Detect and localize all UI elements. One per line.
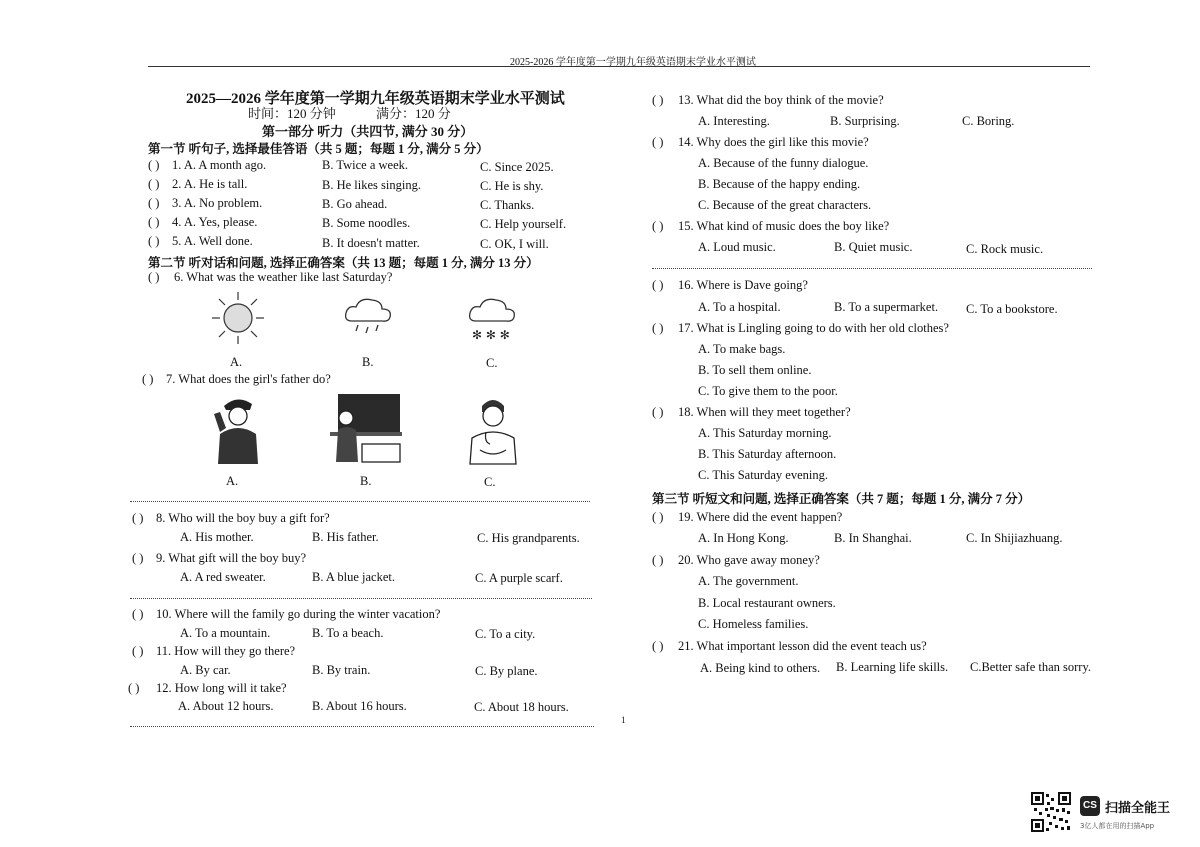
- q6-label-a: A.: [230, 355, 243, 369]
- answer-blank[interactable]: ( ): [148, 196, 160, 210]
- answer-blank[interactable]: ( ): [652, 93, 664, 107]
- q10-option-c: C. To a city.: [475, 627, 536, 641]
- q7-label-c: C.: [484, 475, 496, 489]
- q6-label-c: C.: [486, 356, 498, 370]
- question-1-c: C. Since 2025.: [480, 160, 554, 174]
- question-14: 14. Why does the girl like this movie?: [678, 135, 869, 149]
- q21-option-b: B. Learning life skills.: [836, 660, 949, 674]
- answer-blank[interactable]: ( ): [132, 644, 144, 658]
- q7-label-b: B.: [360, 474, 372, 488]
- svg-text:✻ ✻ ✻: ✻ ✻ ✻: [472, 328, 510, 342]
- q16-option-a: A. To a hospital.: [698, 300, 781, 314]
- section2-heading: 第二节 听对话和问题, 选择正确答案（共 13 题；每题 1 分, 满分 13 分）: [148, 256, 539, 270]
- q13-option-c: C. Boring.: [962, 114, 1015, 128]
- q20-option-b: B. Local restaurant owners.: [698, 596, 836, 610]
- police-officer-icon: [212, 392, 262, 466]
- question-18: 18. When will they meet together?: [678, 405, 851, 419]
- teacher-icon: [328, 392, 402, 466]
- q8-option-b: B. His father.: [312, 530, 379, 544]
- question-17: 17. What is Lingling going to do with her old clothes?: [678, 321, 949, 335]
- question-5-b: B. It doesn't matter.: [322, 236, 420, 250]
- answer-blank[interactable]: ( ): [132, 607, 144, 621]
- scanner-tagline: 3亿人都在用的扫描App: [1080, 822, 1155, 830]
- answer-blank[interactable]: ( ): [652, 321, 664, 335]
- part-heading: 第一部分 听力（共四节, 满分 30 分）: [262, 124, 474, 139]
- q14-option-c: C. Because of the great characters.: [698, 198, 872, 212]
- q11-option-a: A. By car.: [180, 663, 231, 677]
- answer-blank[interactable]: ( ): [652, 278, 664, 292]
- divider: [130, 598, 592, 599]
- header-rule: [148, 66, 1090, 67]
- question-8: 8. Who will the boy buy a gift for?: [156, 511, 330, 525]
- q7-label-a: A.: [226, 474, 239, 488]
- camscanner-logo: CS: [1080, 796, 1100, 816]
- answer-blank[interactable]: ( ): [652, 405, 664, 419]
- sunny-icon: [210, 290, 266, 346]
- answer-blank[interactable]: ( ): [652, 219, 664, 233]
- q14-option-b: B. Because of the happy ending.: [698, 177, 861, 191]
- answer-blank[interactable]: ( ): [128, 681, 140, 695]
- question-3-c: C. Thanks.: [480, 198, 535, 212]
- question-9: 9. What gift will the boy buy?: [156, 551, 307, 565]
- question-13: 13. What did the boy think of the movie?: [678, 93, 884, 107]
- question-10: 10. Where will the family go during the winter vacation?: [156, 607, 441, 621]
- rainy-icon: [342, 295, 394, 341]
- q16-option-b: B. To a supermarket.: [834, 300, 939, 314]
- section1-heading: 第一节 听句子, 选择最佳答语（共 5 题；每题 1 分, 满分 5 分）: [148, 142, 489, 156]
- answer-blank[interactable]: ( ): [148, 270, 160, 284]
- divider: [652, 268, 1092, 269]
- snowy-icon: [466, 295, 518, 343]
- q9-option-c: C. A purple scarf.: [475, 571, 563, 585]
- q21-option-c: C.Better safe than sorry.: [970, 660, 1092, 674]
- question-7: 7. What does the girl's father do?: [166, 372, 331, 386]
- q15-option-b: B. Quiet music.: [834, 240, 913, 254]
- exam-score: 满分：120 分: [376, 106, 451, 121]
- q15-option-a: A. Loud music.: [698, 240, 776, 254]
- q10-option-b: B. To a beach.: [312, 626, 384, 640]
- question-3-b: B. Go ahead.: [322, 197, 388, 211]
- q8-option-a: A. His mother.: [180, 530, 254, 544]
- qr-code-icon: [1031, 792, 1071, 832]
- q17-option-a: A. To make bags.: [698, 342, 786, 356]
- question-1-b: B. Twice a week.: [322, 158, 409, 172]
- answer-blank[interactable]: ( ): [148, 158, 160, 172]
- scanner-name: 扫描全能王: [1105, 801, 1171, 816]
- answer-blank[interactable]: ( ): [148, 177, 160, 191]
- answer-blank[interactable]: ( ): [652, 135, 664, 149]
- q12-option-a: A. About 12 hours.: [178, 699, 274, 713]
- question-3-a: 3. A. No problem.: [172, 196, 263, 210]
- q18-option-c: C. This Saturday evening.: [698, 468, 828, 482]
- q8-option-c: C. His grandparents.: [477, 531, 580, 545]
- answer-blank[interactable]: ( ): [148, 234, 160, 248]
- question-4-b: B. Some noodles.: [322, 216, 411, 230]
- question-20: 20. Who gave away money?: [678, 553, 820, 567]
- answer-blank[interactable]: ( ): [132, 551, 144, 565]
- q14-option-a: A. Because of the funny dialogue.: [698, 156, 869, 170]
- q17-option-c: C. To give them to the poor.: [698, 384, 838, 398]
- running-header: 2025-2026 学年度第一学期九年级英语期末学业水平测试: [510, 57, 756, 68]
- q9-option-a: A. A red sweater.: [180, 570, 266, 584]
- q9-option-b: B. A blue jacket.: [312, 570, 395, 584]
- q18-option-a: A. This Saturday morning.: [698, 426, 832, 440]
- page-number: 1: [621, 715, 626, 725]
- q16-option-c: C. To a bookstore.: [966, 302, 1058, 316]
- q11-option-c: C. By plane.: [475, 664, 538, 678]
- q10-option-a: A. To a mountain.: [180, 626, 271, 640]
- q12-option-b: B. About 16 hours.: [312, 699, 407, 713]
- question-16: 16. Where is Dave going?: [678, 278, 808, 292]
- answer-blank[interactable]: ( ): [142, 372, 154, 386]
- exam-title: 2025—2026 学年度第一学期九年级英语期末学业水平测试: [186, 91, 565, 107]
- question-4-c: C. Help yourself.: [480, 217, 567, 231]
- question-21: 21. What important lesson did the event teach us?: [678, 639, 927, 653]
- question-4-a: 4. A. Yes, please.: [172, 215, 258, 229]
- divider: [130, 726, 594, 727]
- question-11: 11. How will they go there?: [156, 644, 296, 658]
- q15-option-c: C. Rock music.: [966, 242, 1044, 256]
- q12-option-c: C. About 18 hours.: [474, 700, 569, 714]
- q11-option-b: B. By train.: [312, 663, 371, 677]
- question-5-c: C. OK, I will.: [480, 237, 549, 251]
- doctor-icon: [466, 392, 520, 466]
- q19-option-a: A. In Hong Kong.: [698, 531, 789, 545]
- q20-option-c: C. Homeless families.: [698, 617, 809, 631]
- exam-time: 时间：120 分钟: [248, 106, 336, 121]
- answer-blank[interactable]: ( ): [148, 215, 160, 229]
- q18-option-b: B. This Saturday afternoon.: [698, 447, 837, 461]
- question-15: 15. What kind of music does the boy like?: [678, 219, 890, 233]
- section3-heading: 第三节 听短文和问题, 选择正确答案（共 7 题；每题 1 分, 满分 7 分）: [652, 492, 1031, 506]
- q6-label-b: B.: [362, 355, 374, 369]
- question-6: 6. What was the weather like last Saturday?: [174, 270, 393, 284]
- q19-option-b: B. In Shanghai.: [834, 531, 912, 545]
- q20-option-a: A. The government.: [698, 574, 799, 588]
- divider: [130, 501, 590, 502]
- q21-option-a: A. Being kind to others.: [700, 661, 821, 675]
- q19-option-c: C. In Shijiazhuang.: [966, 531, 1063, 545]
- q13-option-b: B. Surprising.: [830, 114, 900, 128]
- question-2-c: C. He is shy.: [480, 179, 544, 193]
- answer-blank[interactable]: ( ): [652, 510, 664, 524]
- question-19: 19. Where did the event happen?: [678, 510, 843, 524]
- question-2-a: 2. A. He is tall.: [172, 177, 248, 191]
- answer-blank[interactable]: ( ): [652, 639, 664, 653]
- question-1-a: 1. A. A month ago.: [172, 158, 267, 172]
- question-2-b: B. He likes singing.: [322, 178, 421, 192]
- answer-blank[interactable]: ( ): [652, 553, 664, 567]
- q17-option-b: B. To sell them online.: [698, 363, 812, 377]
- question-5-a: 5. A. Well done.: [172, 234, 253, 248]
- q13-option-a: A. Interesting.: [698, 114, 770, 128]
- question-12: 12. How long will it take?: [156, 681, 287, 695]
- answer-blank[interactable]: ( ): [132, 511, 144, 525]
